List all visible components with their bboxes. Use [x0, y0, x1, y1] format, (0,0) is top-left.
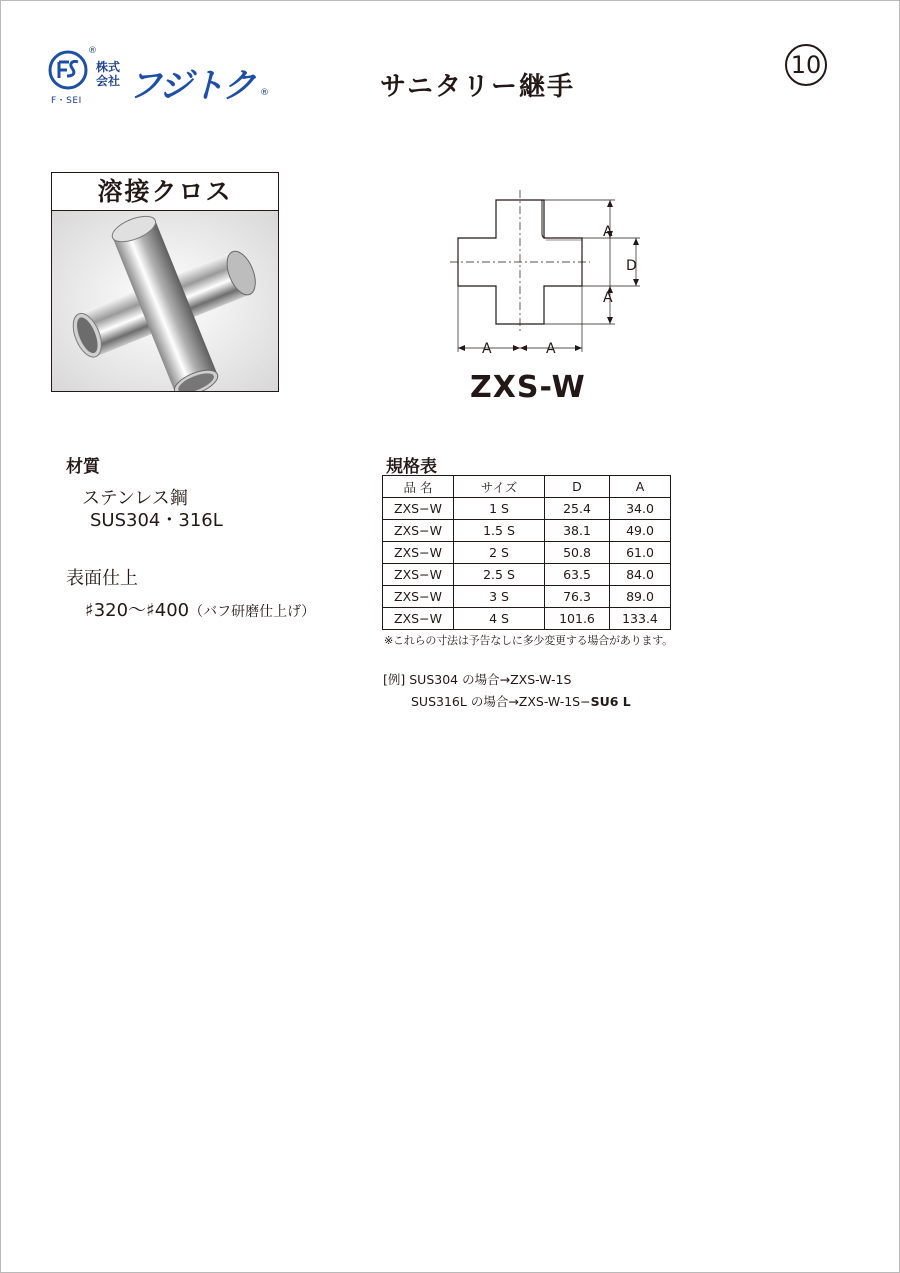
- cell-d: 101.6: [545, 608, 610, 630]
- column-header: A: [610, 476, 671, 498]
- table-row: [383, 564, 671, 586]
- material-line1: ステンレス鋼: [82, 488, 188, 509]
- cell-model: ZXS−W: [383, 520, 454, 542]
- cell-a: 133.4: [610, 608, 671, 630]
- cell-d: 50.8: [545, 542, 610, 564]
- cell-model: ZXS−W: [383, 542, 454, 564]
- dim-a-bottom: A: [603, 290, 613, 306]
- example-text1: SUS304 の場合→ZXS-W-1S: [409, 672, 572, 687]
- cell-size: 1 S: [454, 498, 545, 520]
- material-line2: SUS304・316L: [90, 510, 223, 531]
- finish-heading: 表面仕上: [66, 568, 138, 589]
- cell-size: 3 S: [454, 586, 545, 608]
- dim-a-left: A: [482, 341, 492, 357]
- column-header: D: [545, 476, 610, 498]
- spec-heading: 規格表: [386, 457, 437, 477]
- cell-model: ZXS−W: [383, 586, 454, 608]
- material-heading: 材質: [66, 457, 100, 477]
- cell-a: 61.0: [610, 542, 671, 564]
- example-label: [例]: [383, 672, 406, 687]
- spec-disclaimer: ※これらの寸法は予告なしに多少変更する場合があります。: [384, 634, 673, 647]
- cell-d: 63.5: [545, 564, 610, 586]
- fujitoku-mark-icon: [48, 50, 88, 90]
- logo-kaisha: 株式会社: [96, 60, 121, 88]
- column-header: 品 名: [383, 476, 454, 498]
- table-row: [383, 498, 671, 520]
- cell-a: 34.0: [610, 498, 671, 520]
- cell-size: 2.5 S: [454, 564, 545, 586]
- cell-a: 89.0: [610, 586, 671, 608]
- welded-cross-photo: [52, 211, 278, 391]
- page-title: サニタリー継手: [380, 72, 575, 102]
- table-row: [383, 520, 671, 542]
- logo-subtext: F・SEI: [51, 96, 82, 106]
- model-number: ZXS-W: [470, 370, 586, 405]
- table-row: [383, 586, 671, 608]
- registered-mark: ®: [260, 88, 269, 98]
- cell-d: 38.1: [545, 520, 610, 542]
- table-row: [383, 542, 671, 564]
- registered-mark: ®: [88, 46, 97, 56]
- example-suffix: SU6 L: [590, 694, 631, 709]
- page-number: 10: [785, 44, 827, 86]
- column-header: サイズ: [454, 476, 545, 498]
- cell-a: 49.0: [610, 520, 671, 542]
- cell-model: ZXS−W: [383, 564, 454, 586]
- cell-size: 4 S: [454, 608, 545, 630]
- finish-value: [85, 596, 315, 622]
- example-line1: [383, 670, 571, 688]
- finish-grit: ♯320～♯400: [85, 600, 190, 621]
- finish-note: （バフ研磨仕上げ）: [189, 604, 316, 620]
- dimension-drawing: [440, 180, 660, 360]
- cell-size: 1.5 S: [454, 520, 545, 542]
- cell-d: 25.4: [545, 498, 610, 520]
- example-line2: [411, 692, 631, 710]
- table-header-row: [383, 476, 671, 498]
- table-row: [383, 608, 671, 630]
- cell-d: 76.3: [545, 586, 610, 608]
- cell-model: ZXS−W: [383, 498, 454, 520]
- product-name: 溶接クロス: [52, 173, 278, 211]
- cell-model: ZXS−W: [383, 608, 454, 630]
- product-box: [51, 172, 279, 392]
- cell-a: 84.0: [610, 564, 671, 586]
- example-text2: SUS316L の場合→ZXS-W-1S−: [411, 694, 591, 709]
- company-logo: [48, 46, 278, 106]
- cell-size: 2 S: [454, 542, 545, 564]
- dim-a-top: A: [603, 224, 613, 240]
- logo-name: フジトク: [128, 66, 254, 106]
- dim-a-right: A: [546, 341, 556, 357]
- dim-d: D: [626, 258, 637, 274]
- spec-table: [382, 475, 671, 630]
